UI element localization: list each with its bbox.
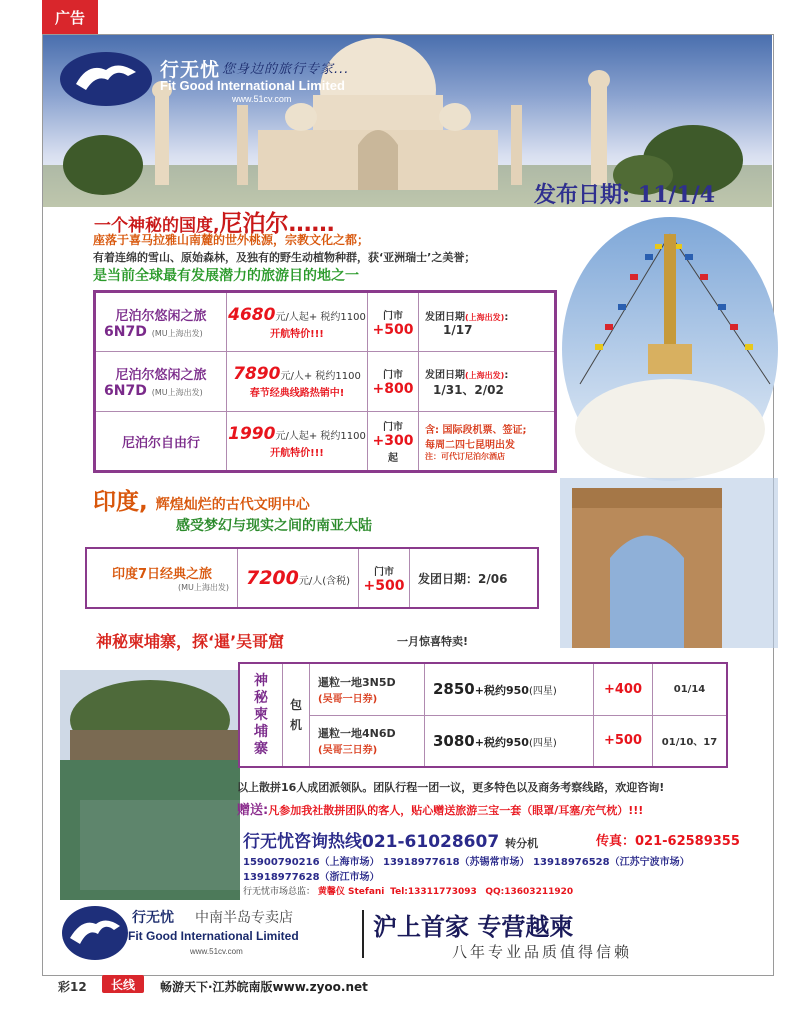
tour-tax: +税约950 [474, 684, 529, 698]
angkor-wat-photo [60, 650, 240, 900]
tour-name: 尼泊尔自由行 [121, 435, 200, 451]
tour-code [96, 324, 226, 340]
hotline [243, 827, 538, 852]
tour-name-cell [95, 352, 227, 412]
footer-store-name: 中南半岛专卖店 [195, 910, 293, 926]
table-row [239, 715, 727, 767]
door-price-cell [368, 292, 419, 352]
india-gate-photo [560, 478, 778, 648]
nepal-intro-1: 座落于喜马拉雅山南麓的世外桃源，宗教文化之都； [93, 233, 370, 247]
price-cell [227, 412, 368, 472]
supervisor-name: 黄馨仪 Stefani [317, 887, 385, 897]
gift-label: 赠送: [237, 803, 269, 818]
cambodia-promo: 一月惊喜特卖! [397, 635, 469, 648]
brand-name-en: Fit Good International Limited [160, 78, 345, 93]
door-suffix: 起 [388, 453, 398, 464]
india-subtitle: 感受梦幻与现实之间的南亚大陆 [176, 518, 372, 534]
departure-label-text: 发团日期 [425, 311, 465, 323]
door-price-add: +500 [363, 577, 405, 594]
gift-text: 凡参加我社散拼团队的客人，贴心赠送旅游三宝一套（眼罩/耳塞/充气枕）!!! [268, 804, 644, 817]
footer-divider [362, 910, 364, 958]
tour-price: 7200 [245, 567, 299, 589]
tour-name: 印度7日经典之旅 [111, 567, 213, 582]
inclusion-line-2: 每周二四七昆明出发 [425, 439, 515, 451]
charter-char: 包 [289, 698, 302, 712]
cambodia-headline: 神秘柬埔寨，探‘暹’吴哥窟 [96, 632, 285, 651]
india-tour-table [85, 547, 539, 609]
tour-price-unit: 元/人(含税) [298, 576, 351, 587]
tour-tax: +税约950 [474, 735, 529, 749]
departure-cell [419, 352, 556, 412]
vertical-char: 埔 [254, 723, 268, 740]
hotline-number: 行无忧咨询热线021-61028607 [243, 832, 500, 852]
price-cell [227, 352, 368, 412]
cambodia-vertical-label [239, 663, 283, 767]
tour-price-unit: 元/人+ 税约1100 [280, 371, 361, 382]
gift-notice [237, 799, 643, 818]
tour-price: 3080 [433, 731, 475, 750]
departure-cell [419, 292, 556, 352]
door-price-add: +800 [372, 381, 414, 397]
fax-number: 传真：021-62589355 [596, 834, 740, 849]
cambodia-tour-table [238, 662, 728, 768]
table-row [95, 412, 556, 472]
page-number: 彩12 [58, 980, 87, 994]
tour-price-note: 开航特价!!! [270, 328, 324, 340]
door-label: 门市 [383, 310, 403, 322]
footer-brand-cn: 行无忧 [132, 910, 174, 926]
door-label: 门市 [383, 422, 403, 433]
india-headline-sub: 辉煌灿烂的古代文明中心 [155, 497, 310, 513]
tour-price-note: 春节经典线路热销中! [249, 388, 345, 399]
vertical-char: 柬 [254, 706, 268, 723]
nepal-headline-prefix: 一个神秘的国度, [94, 216, 220, 236]
supervisor-tel: Tel:13311773093 [390, 887, 477, 897]
departure-label [425, 308, 554, 323]
hotel-star: (四星) [528, 737, 557, 749]
door-price-cell [368, 352, 419, 412]
inclusion-line-1: 含: 国际段机票、签证; [425, 424, 527, 436]
india-headline-main: 印度, [93, 489, 148, 515]
brand-url: www.51cv.com [232, 94, 292, 104]
departure-label-text: 发团日期 [425, 369, 465, 381]
market-phones-1: 15900790216（上海市场） 13918977618（苏锡常市场） 13918976528（江苏宁波市场） [243, 857, 690, 868]
supervisor-line [243, 884, 573, 897]
door-price-add: +500 [372, 321, 414, 338]
departure-origin: (上海出发) [465, 312, 505, 322]
tour-price-unit: 元/人起+ 税约1100 [275, 311, 366, 323]
tour-name: 尼泊尔悠闲之旅 [115, 308, 207, 324]
tour-price: 4680 [228, 304, 276, 325]
tour-price: 1990 [228, 423, 276, 444]
tour-origin: (MU上海出发) [151, 328, 203, 338]
route-cell [310, 663, 425, 715]
door-price-add: +300 [372, 433, 414, 449]
door-price-add: +400 [594, 663, 653, 715]
departure-colon: : [504, 369, 509, 381]
vertical-char: 寨 [254, 740, 268, 757]
supervisor-label: 行无忧市场总监： [243, 887, 316, 897]
footer-slogan-main: 沪上首家 专营越柬 [373, 913, 574, 941]
tour-origin: (MU上海出发) [178, 583, 229, 592]
table-row [95, 352, 556, 412]
route-name: 暹粒一地3N5D [318, 675, 396, 689]
departure-colon: : [504, 311, 509, 323]
door-label: 门市 [383, 370, 403, 381]
tour-origin: (MU上海出发) [151, 388, 203, 397]
tour-code-value: 6N7D [104, 323, 147, 340]
charter-char: 机 [289, 718, 302, 732]
publication-name: 畅游天下·江苏皖南版www.zyoo.net [160, 980, 368, 994]
departure-date: 1/17 [443, 322, 473, 337]
inclusion-cell [419, 412, 556, 472]
brand-name-cn: 行无忧 [160, 59, 221, 81]
tour-code [96, 383, 226, 399]
tour-price-unit: 元/人起+ 税约1100 [275, 430, 366, 442]
tour-name-cell [95, 412, 227, 472]
stupa-photo [560, 214, 778, 484]
section-badge: 长线 [102, 975, 144, 993]
departure-date: 01/10、17 [653, 715, 728, 767]
door-price-cell [359, 548, 410, 608]
route-pass: (吴哥一日券) [318, 693, 378, 705]
table-row [95, 292, 556, 352]
group-notice: 以上散拼16人成团派领队。团队行程一团一议，更多特色以及商务考察线路，欢迎咨询! [237, 781, 665, 794]
price-cell [425, 663, 594, 715]
price-cell [238, 548, 359, 608]
hotel-star: (四星) [528, 686, 557, 698]
brand-tagline: 您身边的旅行专家... [222, 62, 350, 77]
tour-price: 2850 [433, 680, 475, 699]
tour-name-cell [95, 292, 227, 352]
vertical-char: 神 [254, 672, 268, 689]
footer-url: www.51cv.com [190, 947, 243, 956]
departure-date: 发团日期：2/06 [410, 548, 539, 608]
publish-date: 发布日期: 11/1/4 [534, 182, 716, 208]
door-label: 门市 [374, 566, 394, 578]
india-headline [93, 483, 310, 516]
price-cell [425, 715, 594, 767]
nepal-intro-2: 有着连绵的雪山、原始森林，及独有的野生动植物种群，获‘亚洲瑞士’之美誉； [93, 251, 476, 264]
nepal-headline-main: 尼泊尔…… [219, 211, 335, 237]
table-row [239, 663, 727, 715]
tour-price-note: 开航特价!!! [270, 447, 324, 459]
footer-slogan-sub: 八年专业品质值得信赖 [452, 943, 633, 961]
departure-date: 01/14 [653, 663, 728, 715]
footer-brand-en: Fit Good International Limited [128, 929, 299, 943]
tour-name-cell [86, 548, 238, 608]
nepal-tour-table [93, 290, 557, 473]
departure-date: 1/31、2/02 [433, 382, 504, 397]
route-cell [310, 715, 425, 767]
ad-label: 广告 [42, 0, 98, 34]
hotline-ext: 转分机 [505, 837, 539, 850]
door-price-cell [368, 412, 419, 472]
market-phones-2: 13918977628（浙江市场） [243, 872, 380, 883]
tour-name: 尼泊尔悠闲之旅 [115, 368, 207, 383]
charter-label [283, 663, 310, 767]
departure-origin: (上海出发) [465, 370, 505, 380]
tour-code-value: 6N7D [104, 383, 147, 399]
inclusion-line-3 [425, 451, 554, 462]
door-price-add: +500 [594, 715, 653, 767]
supervisor-qq: QQ:13603211920 [485, 887, 574, 897]
nepal-intro-3: 是当前全球最有发展潜力的旅游目的地之一 [93, 268, 359, 284]
tour-price: 7890 [233, 364, 281, 384]
price-cell [227, 292, 368, 352]
departure-label [425, 366, 554, 381]
inclusion-note: 注：可代订尼泊尔酒店 [425, 451, 505, 461]
route-name: 暹粒一地4N6D [318, 727, 396, 741]
vertical-char: 秘 [254, 689, 268, 706]
table-row [86, 548, 538, 608]
route-pass: (吴哥三日券) [318, 745, 378, 757]
